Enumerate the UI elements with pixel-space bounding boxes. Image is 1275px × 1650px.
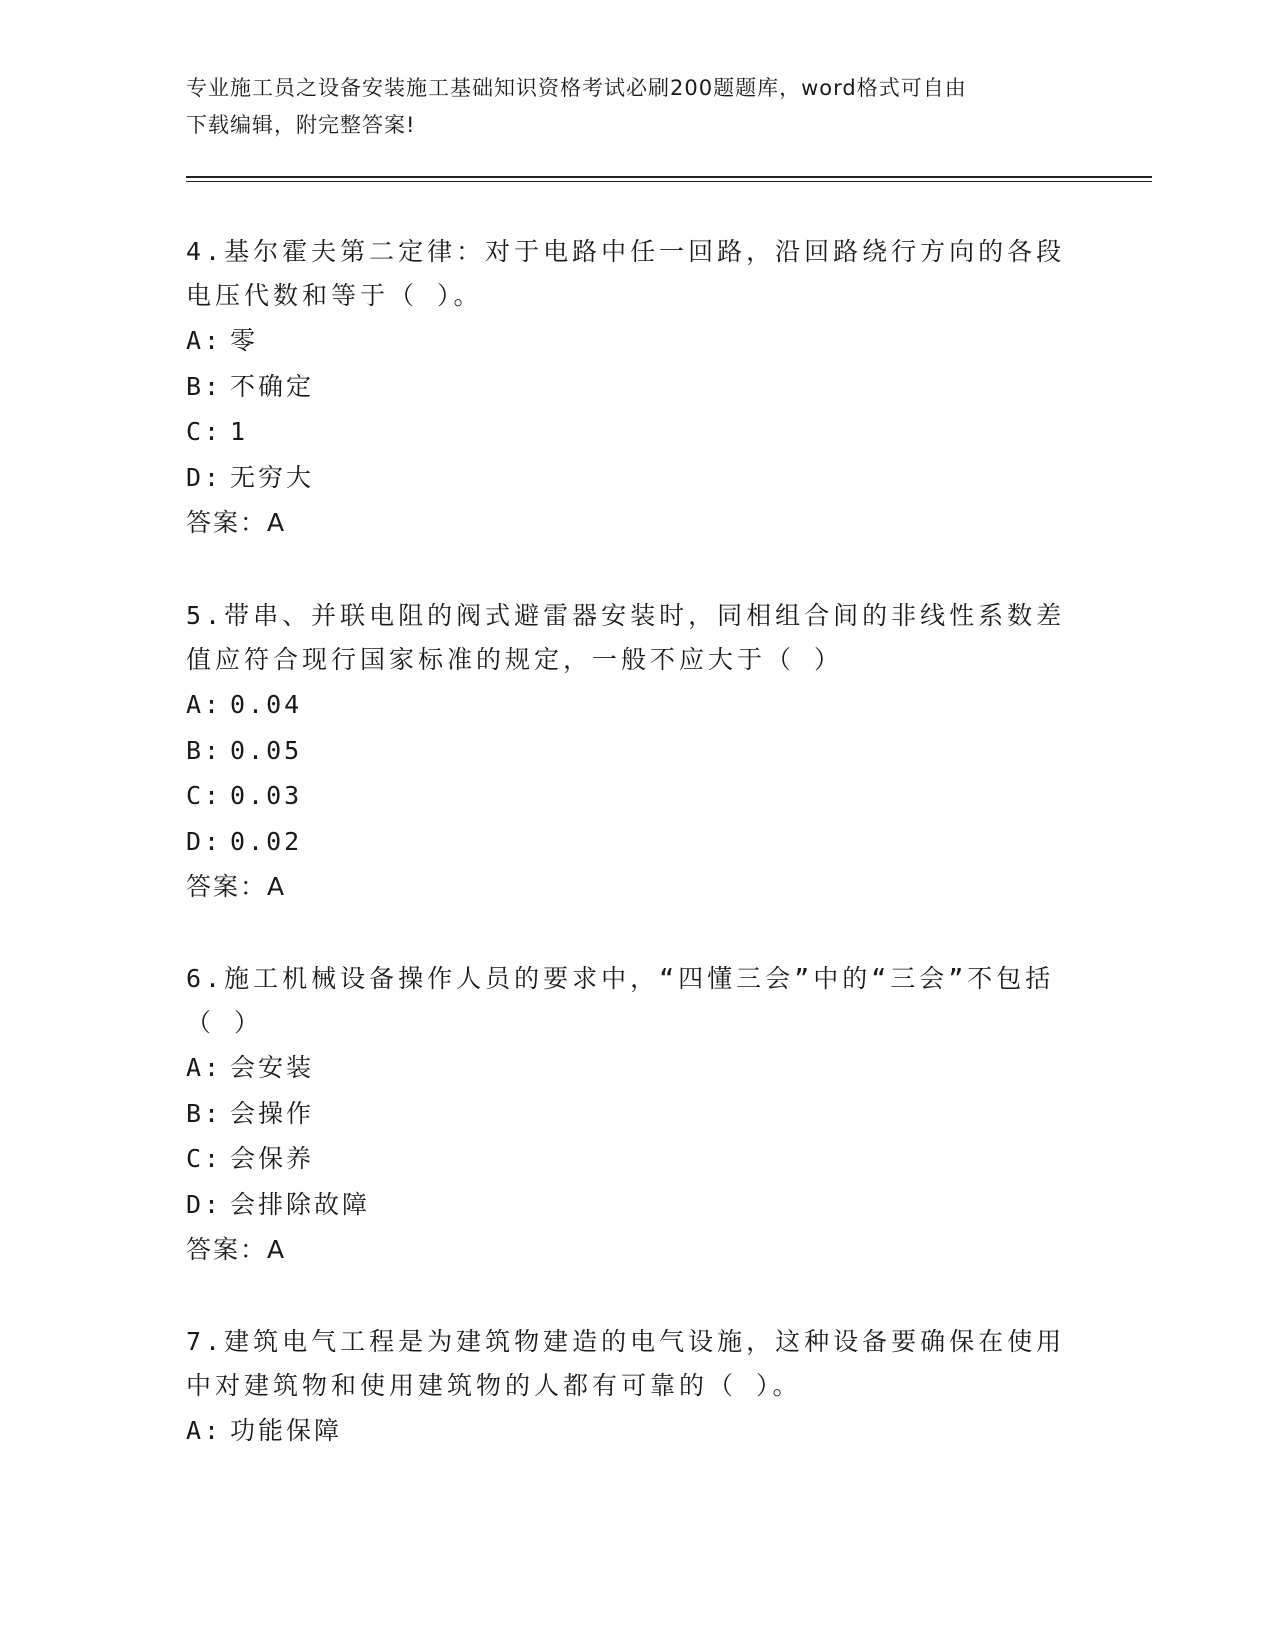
option-text: 0.04 [230, 690, 303, 719]
option-text: 会安装 [230, 1053, 315, 1082]
header-title-line-2: 下载编辑，附完整答案! [186, 113, 416, 137]
option-text: 会排除故障 [230, 1189, 371, 1219]
option-a [186, 1045, 1066, 1091]
option-d [186, 1182, 1066, 1228]
question-block [186, 957, 1066, 1273]
answer-text: 答案：A [186, 508, 287, 537]
option-b [186, 1091, 1066, 1137]
option-letter: C: [186, 1144, 223, 1173]
option-text: 无穷大 [230, 462, 315, 492]
option-text: 0.03 [230, 781, 303, 810]
question-text: 5.带串、并联电阻的阀式避雷器安装时，同相组合间的非线性系数差值应符合现行国家标准的规定，一般不应大于（ ） [186, 601, 1066, 674]
question-block [186, 1320, 1066, 1454]
option-a [186, 1408, 1066, 1454]
option-c [186, 409, 1066, 455]
question-text: 4.基尔霍夫第二定律：对于电路中任一回路，沿回路绕行方向的各段电压代数和等于（ ）。 [186, 237, 1066, 310]
option-b [186, 364, 1066, 410]
option-d [186, 819, 1066, 865]
option-c [186, 773, 1066, 819]
question-text: 6.施工机械设备操作人员的要求中，“四懂三会”中的“三会”不包括（ ） [186, 964, 1055, 1037]
option-c [186, 1136, 1066, 1182]
option-letter: A: [186, 690, 223, 719]
option-letter: A: [186, 326, 223, 355]
option-letter: D: [186, 826, 223, 856]
option-letter: A: [186, 1053, 223, 1082]
option-d [186, 455, 1066, 501]
option-text: 不确定 [230, 371, 315, 401]
option-letter: A: [186, 1416, 223, 1445]
option-letter: D: [186, 462, 223, 492]
document-header [186, 70, 1066, 144]
option-text: 0.02 [230, 826, 303, 856]
option-letter: C: [186, 417, 223, 446]
option-letter: B: [186, 1098, 223, 1128]
option-b [186, 728, 1066, 774]
option-text: 零 [230, 326, 259, 355]
header-divider-thick [186, 176, 1152, 178]
option-text: 功能保障 [230, 1416, 343, 1445]
question-block [186, 594, 1066, 910]
option-text: 会保养 [230, 1144, 315, 1173]
header-title-line-1: 专业施工员之设备安装施工基础知识资格考试必刷200题题库，word格式可自由 [186, 76, 967, 100]
answer-text: 答案：A [186, 872, 287, 901]
option-a [186, 682, 1066, 728]
option-letter: C: [186, 781, 223, 810]
question-text: 7.建筑电气工程是为建筑物建造的电气设施，这种设备要确保在使用中对建筑物和使用建筑物的人都有可靠的（ ）。 [186, 1327, 1066, 1400]
answer-text: 答案：A [186, 1235, 287, 1264]
option-letter: B: [186, 371, 223, 401]
question-block [186, 230, 1066, 546]
option-text: 0.05 [230, 735, 303, 765]
option-a [186, 318, 1066, 364]
option-letter: B: [186, 735, 223, 765]
header-divider-thin [186, 181, 1152, 182]
option-text: 1 [230, 417, 249, 446]
option-letter: D: [186, 1189, 223, 1219]
option-text: 会操作 [230, 1098, 315, 1128]
